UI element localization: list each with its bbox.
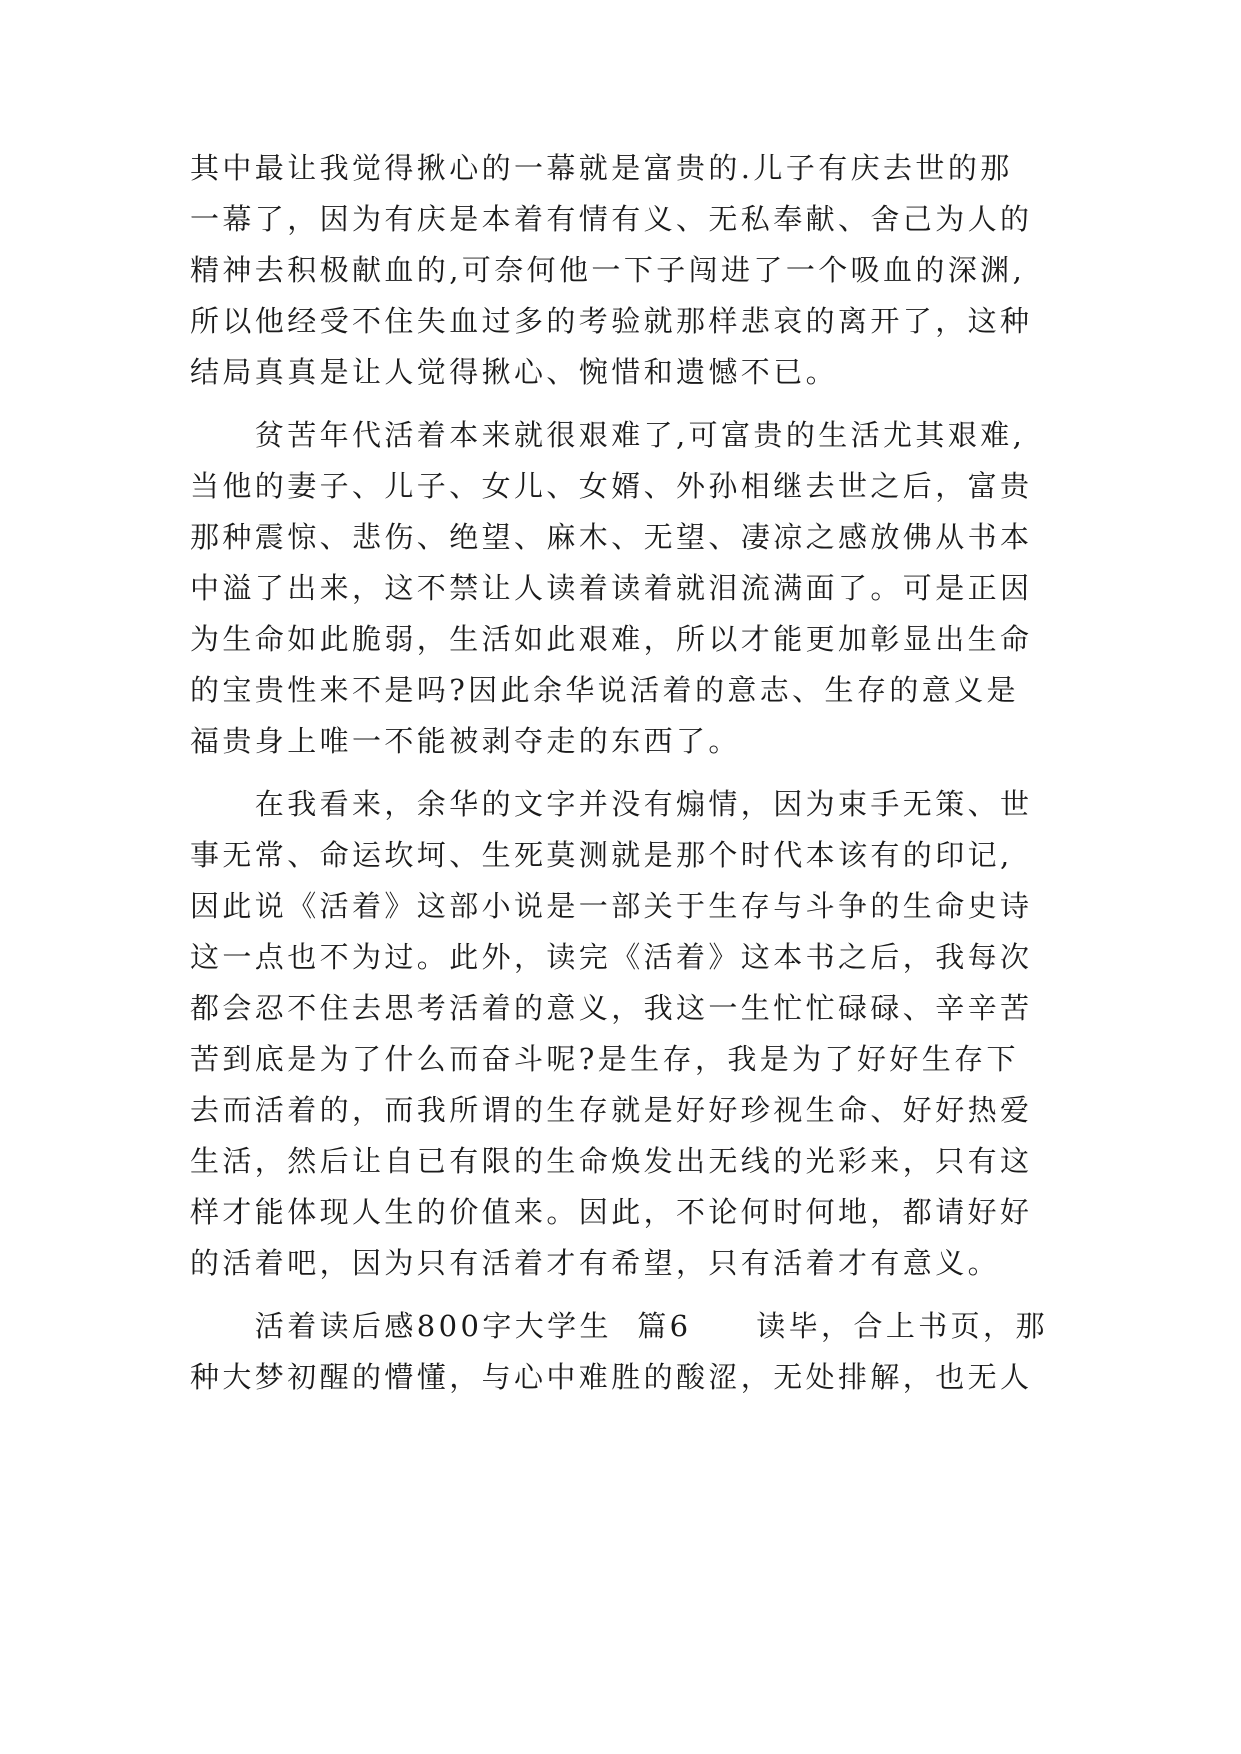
text-line: 一幕了，因为有庆是本着有情有义、无私奉献、舍己为人的: [190, 202, 1033, 236]
text-line: 的宝贵性来不是吗?因此余华说活着的意志、生存的意义是: [190, 673, 1019, 707]
text-line: 样才能体现人生的价值来。因此，不论何时何地，都请好好: [190, 1195, 1033, 1229]
text-line: 都会忍不住去思考活着的意义，我这一生忙忙碌碌、辛辛苦: [190, 991, 1033, 1025]
text-line: 所以他经受不住失血过多的考验就那样悲哀的离开了，这种: [190, 304, 1033, 338]
text-line: 在我看来，余华的文字并没有煽情，因为束手无策、世: [190, 787, 1033, 821]
text-line: 精神去积极献血的,可奈何他一下子闯进了一个吸血的深渊,: [190, 253, 1026, 287]
text-line: 为生命如此脆弱，生活如此艰难，所以才能更加彰显出生命: [190, 622, 1033, 656]
text-line: 去而活着的，而我所谓的生存就是好好珍视生命、好好热爱: [190, 1093, 1033, 1127]
text-line: 苦到底是为了什么而奋斗呢?是生存，我是为了好好生存下: [190, 1042, 1019, 1076]
text-line: 这一点也不为过。此外，读完《活着》这本书之后，我每次: [190, 940, 1033, 974]
text-line: 当他的妻子、儿子、女儿、女婿、外孙相继去世之后，富贵: [190, 469, 1033, 503]
text-line: 其中最让我觉得揪心的一幕就是富贵的.儿子有庆去世的那: [190, 151, 1013, 185]
text-line: 那种震惊、悲伤、绝望、麻木、无望、凄凉之感放佛从书本: [190, 520, 1033, 554]
text-line: 事无常、命运坎坷、生死莫测就是那个时代本该有的印记,: [190, 838, 1013, 872]
text-line: 贫苦年代活着本来就很艰难了,可富贵的生活尤其艰难,: [190, 418, 1026, 452]
text-line: 种大梦初醒的懵懂，与心中难胜的酸涩，无处排解，也无人: [190, 1360, 1033, 1394]
text-line: 的活着吧，因为只有活着才有希望，只有活着才有意义。: [190, 1246, 1001, 1280]
text-line: 活着读后感800字大学生 篇6 读毕，合上书页，那: [190, 1309, 1048, 1343]
text-line: 福贵身上唯一不能被剥夺走的东西了。: [190, 724, 741, 758]
text-line: 因此说《活着》这部小说是一部关于生存与斗争的生命史诗: [190, 889, 1033, 923]
text-line: 结局真真是让人觉得揪心、惋惜和遗憾不已。: [190, 355, 839, 389]
text-line: 中溢了出来，这不禁让人读着读着就泪流满面了。可是正因: [190, 571, 1033, 605]
text-line: 生活，然后让自已有限的生命焕发出无线的光彩来，只有这: [190, 1144, 1033, 1178]
